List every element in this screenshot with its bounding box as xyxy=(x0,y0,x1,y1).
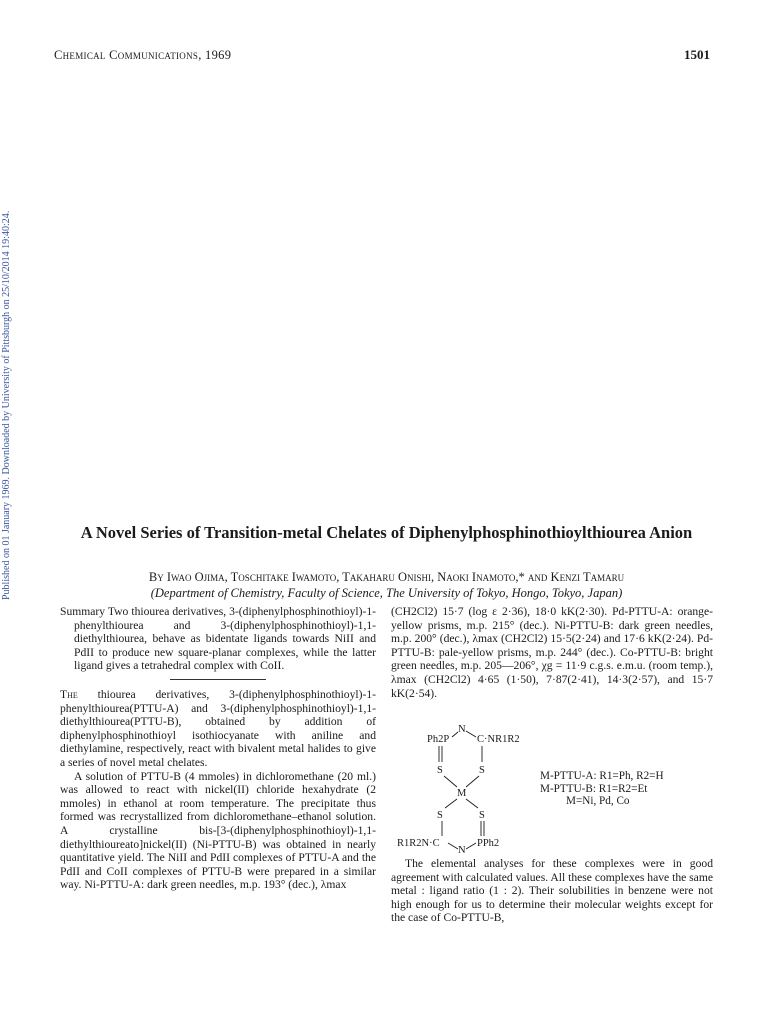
legend-line: M-PTTU-A: R1=Ph, R2=H xyxy=(540,770,664,782)
section-divider xyxy=(170,679,266,680)
struct-n-top: N xyxy=(458,724,466,735)
bond-m-s-bottom-right xyxy=(466,799,478,808)
summary-paragraph xyxy=(60,605,376,673)
struct-n-bottom: N xyxy=(458,845,466,854)
analysis-paragraph: The elemental analyses for these complexes were in good agreement with calculated values. All these complexes have the same metal : ligand ratio (1 : 2). Their solubilities in benzene were not high enough for us to determine their molecular weights except for the case of Co-PTTU-B, xyxy=(391,857,713,925)
spectral-data-paragraph: (CH2Cl2) 15·7 (log ε 2·36), 18·0 kK(2·30). Pd-PTTU-A: orange-yellow prisms, m.p. 215° (dec.). Ni-PTTU-B: dark green needles, m.p. 200° (dec.), λmax (CH2Cl2) 15·5(2·24) and 17·6 kK(2·24). Pd-PTTU-B: pale-yellow prisms, m.p. 244° (dec.). Co-PTTU-B: bright green needles, m.p. 205—206°, χg = 11·9 c.g.s. e.m.u. (room temp.), λmax (CH2Cl2) 4·65 (1·50), 7·87(2·41), 14·3(2·57), and 15·7 kK(2·54). xyxy=(391,605,713,700)
download-note-text: Published on 01 January 1969. Downloaded by University of Pittsburgh on 25/10/2014 19:40:24. xyxy=(1,210,12,600)
struct-s-bottom-left: S xyxy=(437,810,443,821)
intro-text: thiourea derivatives, 3-(diphenylphosphinothioyl)-1-phenylthiourea(PTTU-A) and 3-(diphenylphosphinothioyl)-1,1-diethylthiourea(PTTU-B), obtained by addition of diphenylphosphinothioyl isothiocyanate with aniline and diethylamine, respectively, react with bivalent metal halides to give a series of novel metal chelates. xyxy=(60,687,376,769)
article-title: A Novel Series of Transition-metal Chelates of Diphenylphosphinothioylthiourea Anion xyxy=(80,523,693,542)
left-column xyxy=(60,605,376,892)
struct-s-bottom-right: S xyxy=(479,810,485,821)
struct-ph2p-top: Ph2P xyxy=(427,734,450,745)
right-column-top xyxy=(391,605,713,700)
legend-line: M-PTTU-B: R1=R2=Et xyxy=(540,782,648,795)
legend-line: M=Ni, Pd, Co xyxy=(566,795,630,808)
page-number: 1501 xyxy=(684,47,710,62)
struct-s-top-right: S xyxy=(479,765,485,776)
struct-cnr-top: C·NR1R2 xyxy=(477,734,520,745)
right-column-bottom xyxy=(391,857,713,925)
summary-text: Two thiourea derivatives, 3-(diphenylphosphinothioyl)-1-phenylthiourea and 3-(diphenylphosphinothioyl)-1,1-diethylthiourea, behave as bidentate ligands towards NiII and PdII to produce new square-planar complexes, while the latter ligand gives a tetrahedral complex with CoII. xyxy=(74,605,376,673)
intro-first-word: The xyxy=(60,687,78,701)
bond-c-n-bottom xyxy=(448,843,458,849)
synthesis-paragraph: A solution of PTTU-B (4 mmoles) in dichloromethane (20 ml.) was allowed to react with nickel(II) chloride hexahydrate (2 mmoles) in ethanol at room temperature. The precipitate thus formed was recrystallized from dichloromethane–ethanol solution. A crystalline bis-[3-(diphenylphosphinothioyl)-1,1-diethylthioureato]nickel(II) (Ni-PTTU-B) was obtained in nearly quantitative yield. The NiII and PdII complexes of PTTU-A and the PdII and CoII complexes of PTTU-B were prepared in a similar way. Ni-PTTU-A: dark green needles, m.p. 193° (dec.), λmax xyxy=(60,769,376,892)
download-note xyxy=(1,210,15,600)
bond-n-c-top xyxy=(466,731,476,737)
bond-m-s-bottom-left xyxy=(445,799,457,808)
article-affiliation: (Department of Chemistry, Faculty of Science, The University of Tokyo, Hongo, Tokyo, Japan) xyxy=(150,586,623,600)
structure-legend xyxy=(540,770,664,808)
article-authors: By Iwao Ojima, Toschitake Iwamoto, Takaharu Onishi, Naoki Inamoto,* and Kenzi Tamaru xyxy=(148,570,625,584)
bond-s-m-top-left xyxy=(444,776,457,787)
intro-paragraph xyxy=(60,688,376,770)
struct-metal: M xyxy=(457,788,467,799)
summary-label: Summary xyxy=(60,605,106,618)
struct-s-top-left: S xyxy=(437,765,443,776)
struct-pph2-bottom: PPh2 xyxy=(477,838,500,849)
journal-header: Chemical Communications, 1969 xyxy=(54,48,232,62)
bond-s-m-top-right xyxy=(466,776,479,787)
bond-n-p-bottom xyxy=(466,843,476,849)
struct-rn-bottom: R1R2N·C xyxy=(397,838,440,849)
